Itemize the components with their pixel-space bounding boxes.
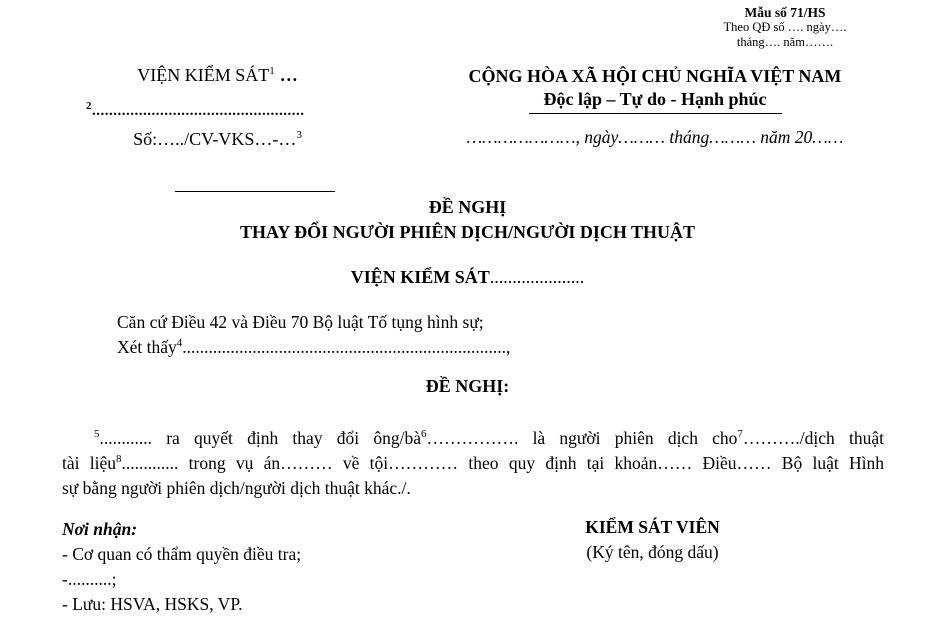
agency-unit-line	[86, 100, 360, 122]
issuer-name: VIỆN KIỂM SÁT	[350, 267, 490, 287]
signer-title: KIỂM SÁT VIÊN	[585, 517, 720, 537]
consideration-dots: ..........................................................................,	[182, 337, 511, 357]
para-seg-e: ............. trong vụ án……… về tội………… theo quy định tại khoản…… Điều…… Bộ luật Hình	[121, 453, 884, 473]
agency-fill-dots: …	[279, 65, 298, 85]
request-paragraph-line1	[62, 426, 884, 451]
issuing-agency-block	[75, 64, 360, 159]
document-number-line	[75, 128, 360, 150]
issuer-line	[0, 265, 935, 289]
legal-grounds-block	[117, 310, 897, 360]
footnote-ref-5: 5	[94, 428, 100, 441]
national-title: CỘNG HÒA XÃ HỘI CHỦ NGHĨA VIỆT NAM	[468, 66, 842, 86]
agency-name-line	[75, 64, 360, 86]
request-paragraph-line2	[62, 451, 884, 476]
footnote-ref-3: 3	[296, 129, 302, 141]
agency-name: VIỆN KIỂM SÁT	[137, 65, 270, 85]
request-paragraph	[62, 426, 884, 501]
consideration-label: Xét thấy	[117, 337, 177, 357]
national-motto: Độc lập – Tự do - Hạnh phúc	[543, 89, 767, 109]
footnote-ref-4: 4	[176, 337, 183, 350]
document-title-block	[0, 195, 935, 289]
para-seg-b: ……………. là người phiên dịch cho	[426, 428, 738, 448]
form-number: Mẫu số 71/HS	[744, 5, 826, 20]
form-decision-ref-2: tháng…. năm…….	[736, 35, 834, 49]
recipient-item-2: -..........;	[62, 569, 117, 589]
grounds-line: Căn cứ Điều 42 và Điều 70 Bộ luật Tố tụng hình sự;	[117, 312, 484, 332]
agency-unit-dots: ..................................................	[92, 103, 305, 119]
recipients-label: Nơi nhận:	[62, 519, 138, 539]
para-seg-d: tài liệu	[62, 453, 116, 473]
form-number-note	[660, 5, 910, 50]
consideration-line	[117, 335, 897, 360]
recipient-item-3: - Lưu: HSVA, HSKS, VP.	[62, 594, 243, 614]
recipient-item-1: - Cơ quan có thẩm quyền điều tra;	[62, 544, 302, 564]
signature-block	[535, 515, 770, 565]
document-title-line2: THAY ĐỔI NGƯỜI PHIÊN DỊCH/NGƯỜI DỊCH THUẬT	[239, 222, 696, 242]
request-paragraph-line3: sự bằng người phiên dịch/người dịch thuật khác./.	[62, 478, 411, 498]
footnote-ref-2: 2	[86, 100, 92, 112]
recipients-block	[62, 517, 482, 617]
form-decision-ref: Theo QĐ số …. ngày….	[723, 20, 847, 34]
request-heading: ĐỀ NGHỊ:	[425, 376, 510, 396]
para-seg-a: ............ ra quyết định thay đổi ông/bà	[99, 428, 421, 448]
footnote-ref-1: 1	[269, 65, 275, 77]
agency-underline	[175, 191, 335, 192]
motto-underline	[529, 113, 782, 114]
national-header-block	[420, 64, 890, 148]
footnote-ref-6: 6	[420, 428, 427, 441]
para-seg-c: ………./dịch thuật	[742, 428, 884, 448]
signer-note: (Ký tên, đóng dấu)	[586, 542, 719, 562]
document-number: Số:…../CV-VKS…-…	[133, 129, 297, 149]
issuer-fill-dots: .....................	[489, 267, 585, 287]
date-line: …………………, ngày……… tháng……… năm 20……	[466, 127, 844, 147]
document-title-line1: ĐỀ NGHỊ	[428, 197, 507, 217]
footnote-ref-7: 7	[737, 428, 743, 441]
footnote-ref-8: 8	[116, 453, 122, 466]
